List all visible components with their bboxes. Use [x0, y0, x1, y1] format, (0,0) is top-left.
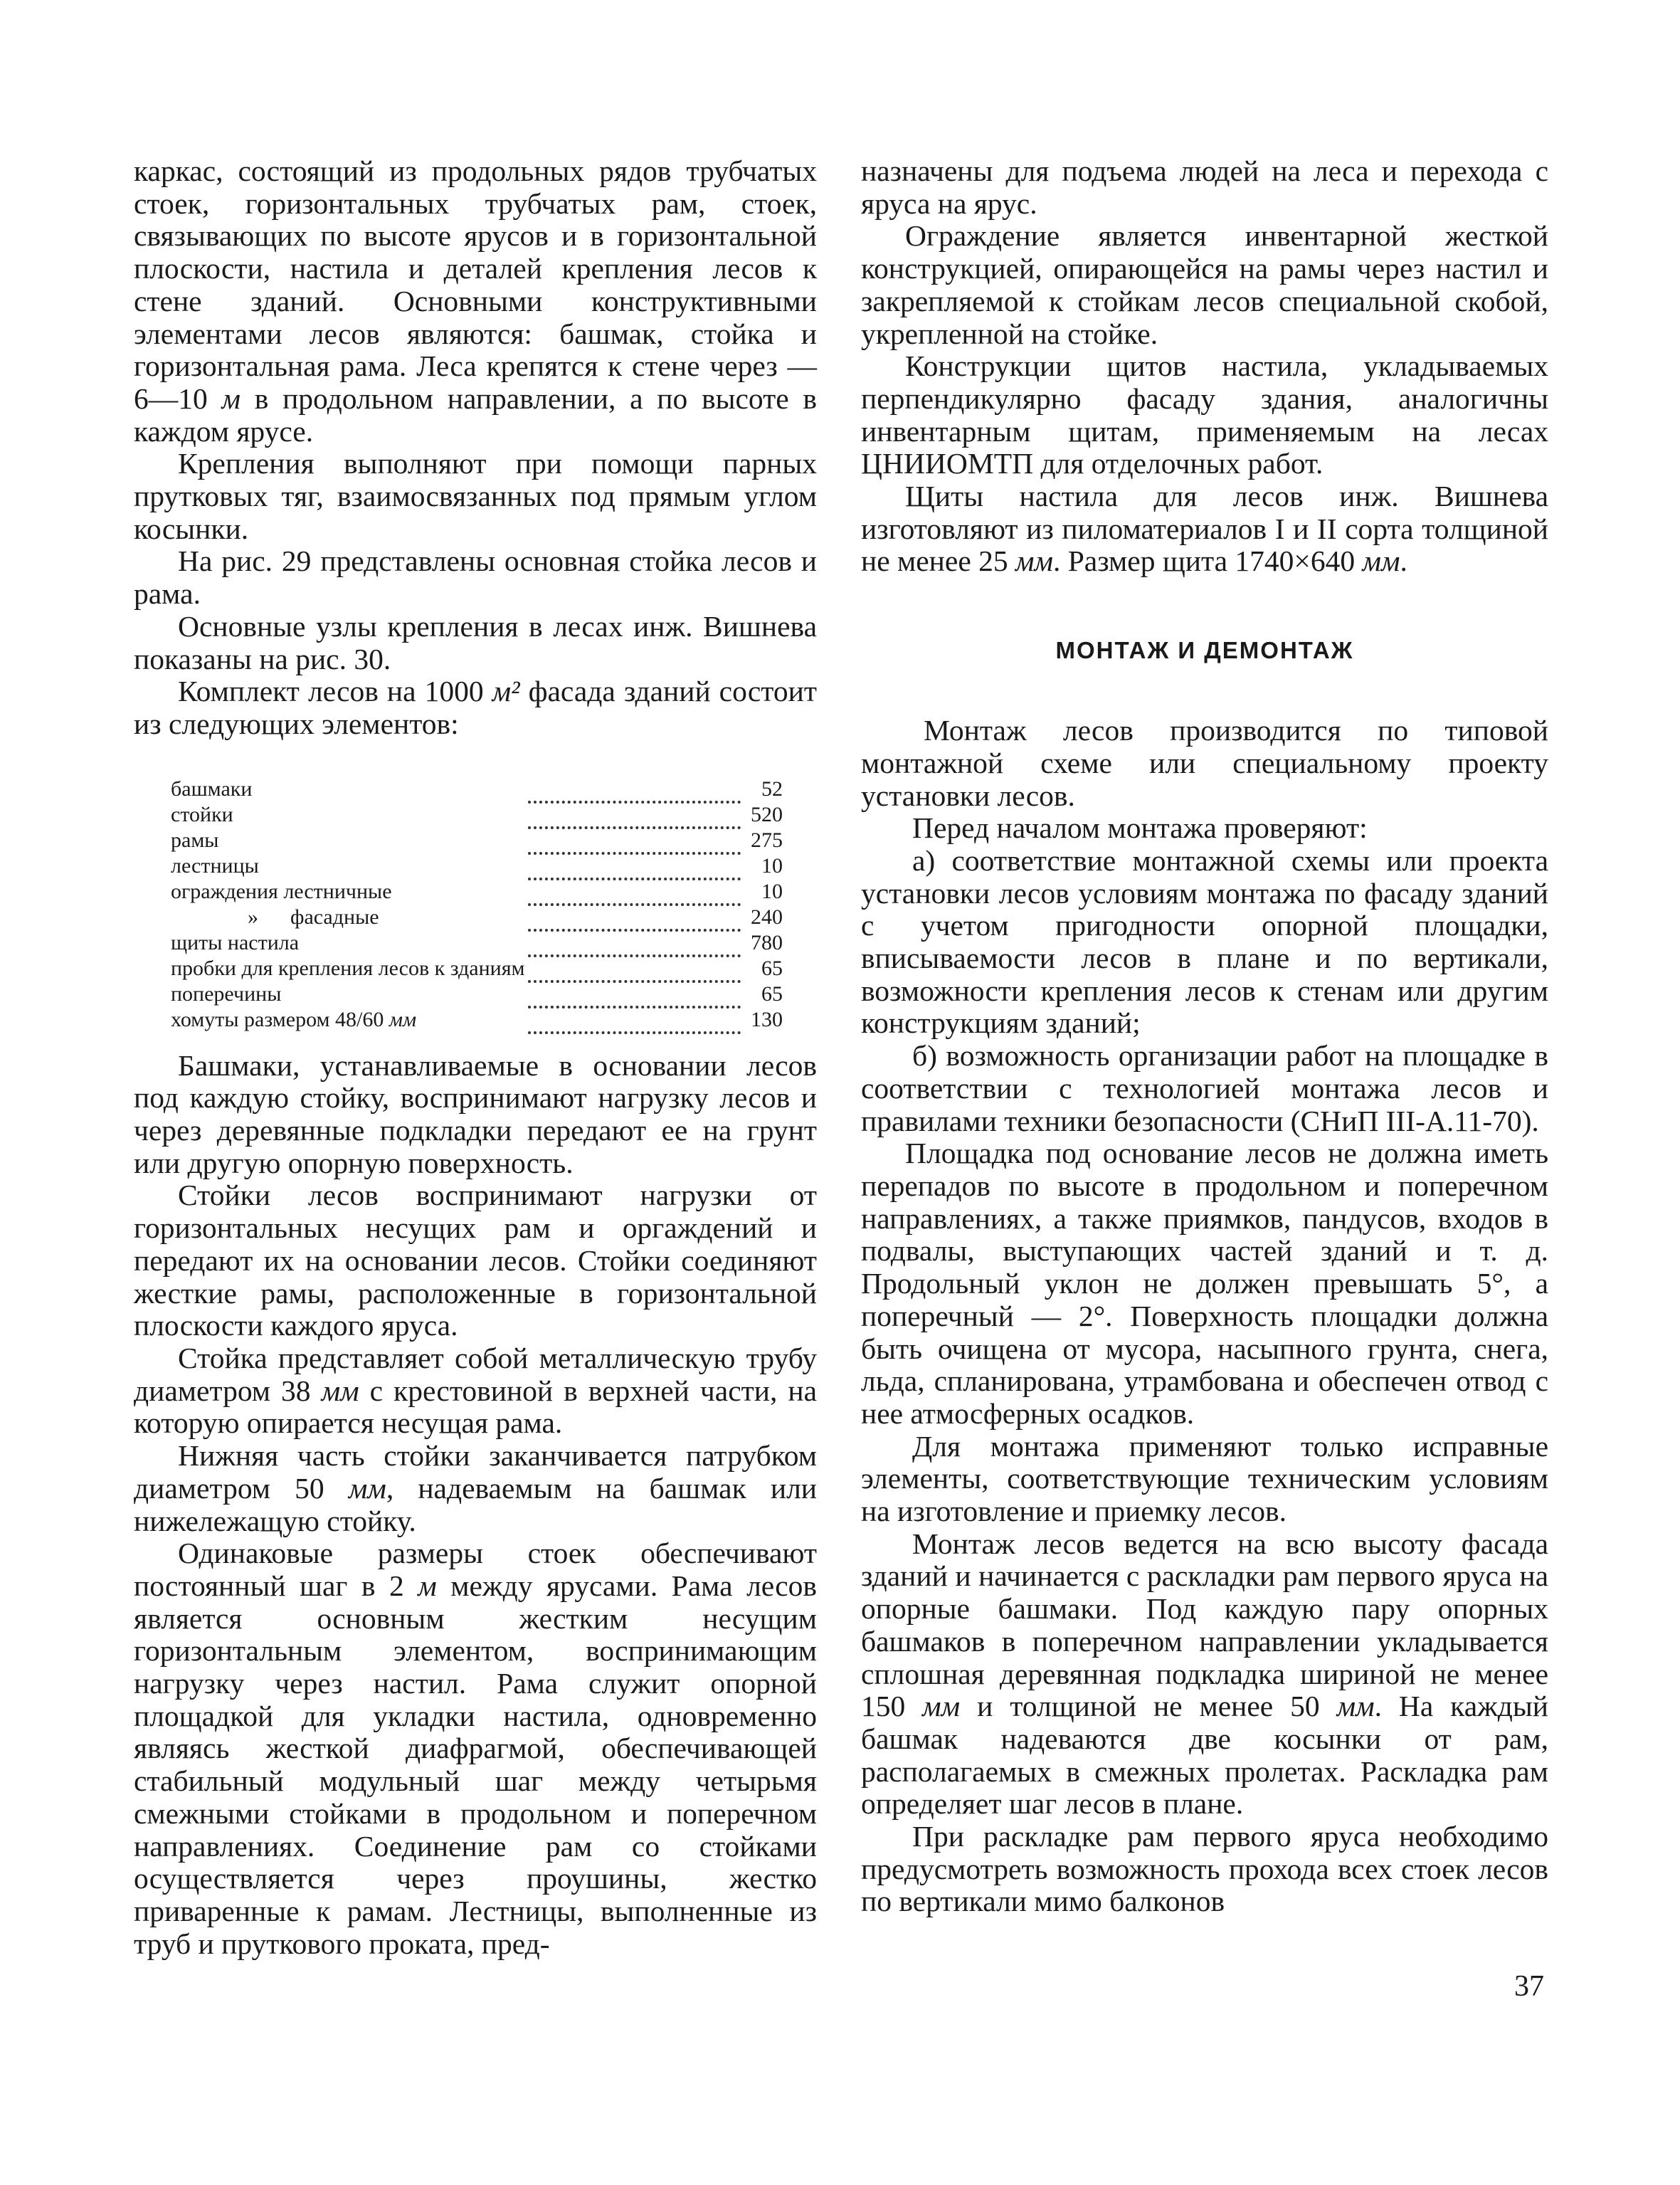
item-value: 10: [761, 879, 783, 903]
item-name: пробки для крепления лесов к зданиям: [171, 957, 528, 980]
item-value: 65: [761, 956, 783, 980]
right-column: [861, 155, 1548, 1918]
paragraph: Перед началом монтажа проверяют:: [912, 811, 1368, 845]
paragraph: Крепления выполняют при помощи парных прутковых тяг, взаимосвязанных под прямым углом косынки.: [134, 447, 817, 545]
item-unit: мм: [389, 1007, 417, 1031]
paragraph: Стойка представляет собой металлическую трубу диаметром 38 мм с крестовиной в верхней части, на которую опирается несущая рама.: [134, 1341, 817, 1440]
paragraph: На рис. 29 представлены основная стойка лесов и рама.: [134, 544, 817, 611]
item-name: лестницы: [171, 854, 262, 878]
elements-list: [171, 776, 783, 1034]
paragraph: Щиты настила для лесов инж. Вишнева изготовляют из пиломатериалов I и II сорта толщиной не менее 25 мм. Размер щита 1740×640 мм.: [861, 480, 1548, 578]
item-name: башмаки: [171, 777, 255, 801]
item-value: 130: [751, 1007, 783, 1031]
paragraph: Основные узлы крепления в лесах инж. Вишнева показаны на рис. 30.: [134, 609, 817, 675]
left-column: [134, 155, 817, 1960]
item-name: щиты настила: [171, 931, 302, 954]
paragraph: Для монтажа применяют только исправные элементы, соответствующие техническим условиям на изготовление и приемку лесов.: [861, 1429, 1548, 1528]
item-value: 275: [751, 828, 783, 852]
item-value: 520: [751, 802, 783, 826]
paragraph: Стойки лесов воспринимают нагрузки от горизонтальных несущих рам и оргаждений и передают их на основании лесов. Стойки соединяют жесткие рамы, расположенные в горизонтальной плоскости каждого яруса.: [134, 1179, 817, 1342]
section-title: МОНТАЖ И ДЕМОНТАЖ: [1055, 637, 1354, 664]
page-number: 37: [1514, 1970, 1544, 2003]
item-name: рамы: [171, 828, 221, 852]
paragraph: а) соответствие монтажной схемы или проекта установки лесов условиям монтажа по фасаду зданий с учетом пригодности опорной площадки, вписываемости лесов в плане и по вертикали, возможности крепления лесов к стенам или другим конструкциям зданий;: [861, 843, 1548, 1040]
paragraph: Нижняя часть стойки заканчивается патрубком диаметром 50 мм, надеваемым на башмак или нижележащую стойку.: [134, 1439, 818, 1537]
item-value: 65: [761, 981, 783, 1006]
ditto-mark: »: [248, 905, 258, 929]
paragraph: Конструкции щитов настила, укладываемых перпендикулярно фасаду здания, аналогичны инвентарным щитам, применяемым на лесах ЦНИИОМТП для отделочных работ.: [861, 349, 1548, 480]
paragraph: Монтаж лесов ведется на всю высоту фасада зданий и начинается с раскладки рам первого яруса на опорные башмаки. Под каждую пару опорных башмаков в поперечном направлении укладывается сплошная деревянная подкладка шириной не менее 150 мм и толщиной не менее 50 мм. На каждый башмак надеваются две косынки от рам, располагаемых в смежных пролетах. Раскладка рам определяет шаг лесов в плане.: [861, 1527, 1548, 1821]
item-name: поперечины: [171, 982, 284, 1006]
paragraph: Ограждение является инвентарной жесткой конструкцией, опирающейся на рамы через настил и закрепляемой к стойкам лесов специальной скобой, укрепленной на стойке.: [861, 219, 1548, 350]
item-name: хомуты размером 48/60: [171, 1007, 384, 1031]
paragraph: Комплект лесов на 1000 м² фасада зданий состоит из следующих элементов:: [134, 675, 817, 740]
paragraph: При раскладке рам первого яруса необходимо предусмотреть возможность прохода всех стоек лесов по вертикали мимо балконов: [861, 1820, 1548, 1918]
paragraph: Одинаковые размеры стоек обеспечивают постоянный шаг в 2 м между ярусами. Рама лесов является основным жестким несущим горизонтальным элементом, воспринимающим нагрузку через настил. Рама служит опорной площадкой для укладки настила, одновременно являясь жесткой диафрагмой, обеспечивающей стабильный модульный шаг между четырьмя смежными стойками в продольном и поперечном направлениях. Соединение рам со стойками осуществляется через проушины, жестко приваренные к рамам. Лестницы, выполненные из труб и пруткового проката, пред-: [134, 1537, 817, 1960]
paragraph: Монтаж лесов производится по типовой монтажной схеме или специальному проекту установки лесов.: [861, 714, 1548, 812]
paragraph: Башмаки, устанавливаемые в основании лесов под каждую стойку, воспринимают нагрузку лесов и через деревянные подкладки передают ее на грунт или другую опорную поверхность.: [134, 1048, 817, 1179]
item-name: фасадные: [290, 905, 379, 929]
item-value: 52: [761, 776, 783, 801]
item-name: стойки: [171, 803, 236, 826]
item-value: 10: [761, 853, 783, 878]
paragraph: каркас, состоящий из продольных рядов трубчатых стоек, горизонтальных трубчатых рам, стоек, связывающих по высоте ярусов и в горизонтальной плоскости, настила и деталей крепления лесов к стене зданий. Основными конструктивными элементами лесов являются: башмак, стойка и горизонтальная рама. Леса крепятся к стене через — 6—10 м в продольном направлении, а по высоте в каждом ярусе.: [134, 154, 817, 448]
paragraph: Площадка под основание лесов не должна иметь перепадов по высоте в продольном и поперечном направлениях, а также приямков, пандусов, входов в подвалы, выступающих частей зданий и т. д. Продольный уклон не должен превышать 5°, а поперечный — 2°. Поверхность площадки должна быть очищена от мусора, насыпного грунта, снега, льда, спланирована, утрамбована и обеспечен отвод с нее атмосферных осадков.: [861, 1137, 1548, 1430]
list-item: [171, 1007, 783, 1033]
paragraph: назначены для подъема людей на леса и перехода с яруса на ярус.: [861, 154, 1548, 220]
paragraph: б) возможность организации работ на площадке в соответствии с технологией монтажа лесов и правилами техники безопасности (СНиП III-А.11-70).: [861, 1039, 1548, 1137]
item-name: ограждения лестничные: [171, 880, 395, 903]
item-value: 240: [751, 905, 783, 929]
item-value: 780: [751, 930, 783, 954]
